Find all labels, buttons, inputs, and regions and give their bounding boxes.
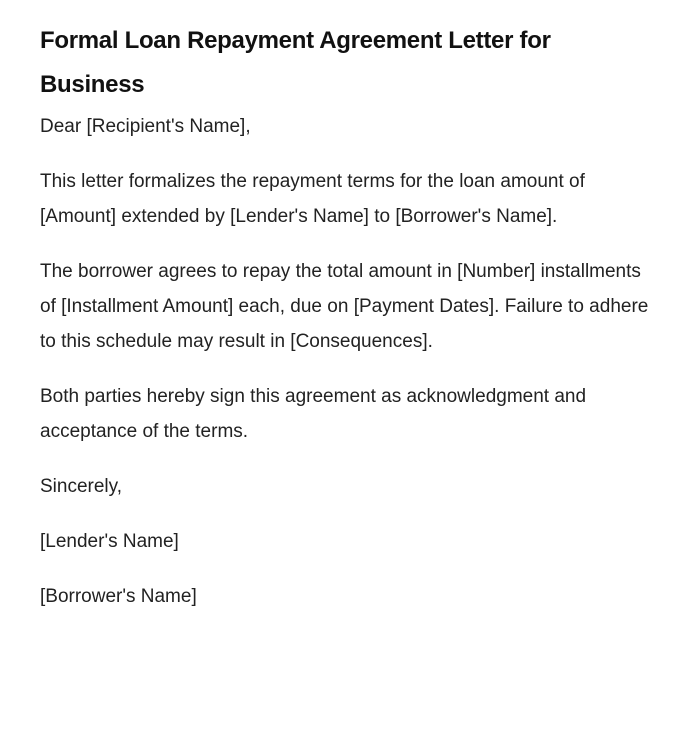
closing: Sincerely, (40, 476, 123, 497)
body-paragraph-terms: This letter formalizes the repayment terms for the loan amount of [Amount] extended by [Lender's Name] to [Borrower's Name]. (40, 171, 585, 227)
body-paragraph-acceptance: Both parties hereby sign this agreement as acknowledgment and acceptance of the terms. (40, 386, 587, 442)
document-title: Formal Loan Repayment Agreement Letter for Business (40, 27, 551, 98)
lender-signature: [Lender's Name] (40, 531, 179, 552)
body-paragraph-schedule: The borrower agrees to repay the total amount in [Number] installments of [Installment Amount] each, due on [Payment Dates]. Failure to adhere to this schedule may result in [Consequences]. (40, 261, 649, 352)
borrower-signature: [Borrower's Name] (40, 586, 197, 607)
salutation: Dear [Recipient's Name], (40, 116, 251, 137)
